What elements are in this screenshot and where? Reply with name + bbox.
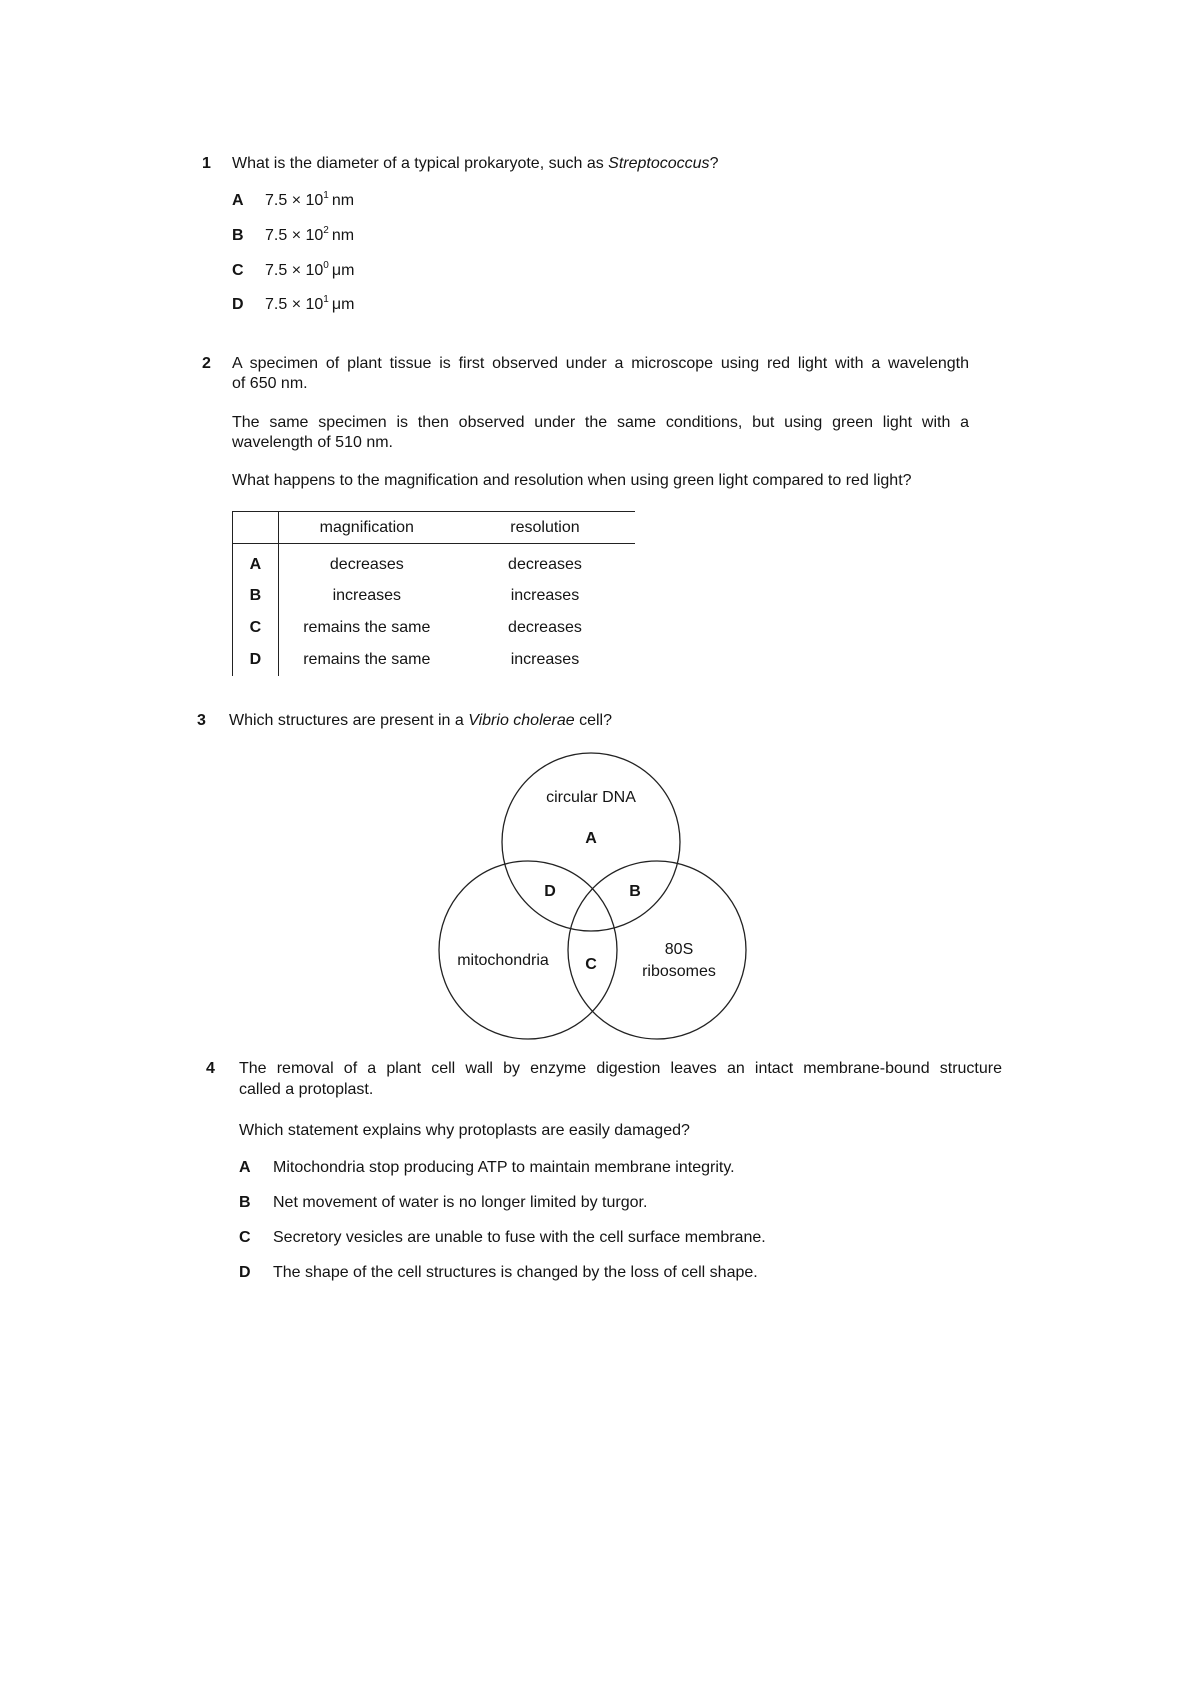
q4-option-b-text: Net movement of water is no longer limited by turgor. xyxy=(273,1194,648,1211)
question-3-number: 3 xyxy=(197,712,206,729)
question-2-question: What happens to the magnification and resolution when using green light compared to red light? xyxy=(232,472,912,489)
table-row xyxy=(233,580,636,612)
table-cell-resolution: decreases xyxy=(508,619,582,636)
q1-option-b-letter: B xyxy=(232,227,244,244)
q1-option-d-base: 7.5 × 10 xyxy=(265,296,324,313)
venn-label-80s: 80S xyxy=(664,941,694,958)
q1-option-d-unit: μm xyxy=(331,296,355,313)
venn-label-ribosomes: ribosomes xyxy=(642,963,716,980)
venn-label-mitochondria: mitochondria xyxy=(457,952,549,969)
question-4-line1: The removal of a plant cell wall by enzyme digestion leaves an intact membrane-bound structure xyxy=(239,1060,1002,1077)
q4-option-a-text: Mitochondria stop producing ATP to maintain membrane integrity. xyxy=(273,1159,735,1176)
table-row xyxy=(233,612,636,644)
table-header-resolution: resolution xyxy=(455,512,635,544)
q1-option-c-exponent: 0 xyxy=(323,260,329,271)
question-2-answer-table xyxy=(232,511,635,676)
venn-circle-80s-ribosomes xyxy=(568,861,746,1039)
q4-option-c-text: Secretory vesicles are unable to fuse with the cell surface membrane. xyxy=(273,1229,766,1246)
table-cell-magnification: remains the same xyxy=(303,619,431,636)
q1-option-c-letter: C xyxy=(232,262,244,279)
q1-option-d-exponent: 1 xyxy=(323,294,329,305)
table-cell-resolution: increases xyxy=(510,651,580,668)
question-1-stem xyxy=(232,154,718,174)
venn-region-b: B xyxy=(629,883,641,900)
question-1-stem-text: What is the diameter of a typical prokaryote, such as xyxy=(232,155,609,172)
question-2-para2-line1: The same specimen is then observed under the same conditions, but using green light with a xyxy=(232,414,969,431)
q1-option-b-base: 7.5 × 10 xyxy=(265,227,324,244)
q1-option-a-base: 7.5 × 10 xyxy=(265,192,324,209)
q1-option-a-letter: A xyxy=(232,192,244,209)
question-2-number: 2 xyxy=(202,355,211,372)
table-row xyxy=(233,544,636,581)
question-2-para1-line2: of 650 nm. xyxy=(232,375,308,392)
question-3-stem-end: cell? xyxy=(574,712,613,729)
venn-circle-mitochondria xyxy=(439,861,617,1039)
q1-option-d-letter: D xyxy=(232,296,244,313)
q1-option-b-unit: nm xyxy=(331,227,355,244)
q1-option-b-value xyxy=(265,226,354,246)
table-cell-magnification: increases xyxy=(332,587,402,604)
table-row-letter: A xyxy=(233,544,279,581)
table-row xyxy=(233,644,636,676)
q4-option-a-letter: A xyxy=(239,1159,251,1176)
q1-option-c-base: 7.5 × 10 xyxy=(265,262,324,279)
q1-option-a-unit: nm xyxy=(331,192,355,209)
question-4-number: 4 xyxy=(206,1060,215,1077)
question-2-para1-line1: A specimen of plant tissue is first observed under a microscope using red light with a wavelength xyxy=(232,355,969,372)
q4-option-d-text: The shape of the cell structures is changed by the loss of cell shape. xyxy=(273,1264,758,1281)
table-header-row xyxy=(233,512,636,544)
question-1-organism: Streptococcus xyxy=(608,155,710,172)
q1-option-b-exponent: 2 xyxy=(323,225,329,236)
question-4-line2: called a protoplast. xyxy=(239,1081,374,1098)
question-1-number: 1 xyxy=(202,155,211,172)
venn-region-c: C xyxy=(585,956,597,973)
table-cell-magnification: remains the same xyxy=(303,651,431,668)
table-cell-resolution: increases xyxy=(510,587,580,604)
q4-option-b-letter: B xyxy=(239,1194,251,1211)
q1-option-a-exponent: 1 xyxy=(323,190,329,201)
question-3-stem-text: Which structures are present in a xyxy=(229,712,469,729)
question-1-stem-end: ? xyxy=(709,155,719,172)
q1-option-c-unit: μm xyxy=(331,262,355,279)
venn-diagram xyxy=(430,745,760,1050)
table-header-magnification: magnification xyxy=(278,512,455,544)
table-header-letter xyxy=(233,512,279,544)
question-3-stem xyxy=(229,711,612,731)
question-4-question: Which statement explains why protoplasts are easily damaged? xyxy=(239,1122,690,1139)
q4-option-d-letter: D xyxy=(239,1264,251,1281)
q1-option-a-value xyxy=(265,191,354,211)
table-cell-resolution: decreases xyxy=(508,555,582,573)
venn-region-d: D xyxy=(544,883,556,900)
table-cell-magnification: decreases xyxy=(329,555,404,573)
venn-label-circular-dna: circular DNA xyxy=(546,789,636,806)
question-3-organism: Vibrio cholerae xyxy=(468,712,575,729)
table-row-letter: C xyxy=(233,612,279,644)
venn-region-a: A xyxy=(585,830,597,847)
question-2-para2-line2: wavelength of 510 nm. xyxy=(232,434,393,451)
table-row-letter: B xyxy=(233,580,279,612)
table-row-letter: D xyxy=(233,644,279,676)
q4-option-c-letter: C xyxy=(239,1229,251,1246)
q1-option-c-value xyxy=(265,261,354,281)
q1-option-d-value xyxy=(265,295,354,315)
